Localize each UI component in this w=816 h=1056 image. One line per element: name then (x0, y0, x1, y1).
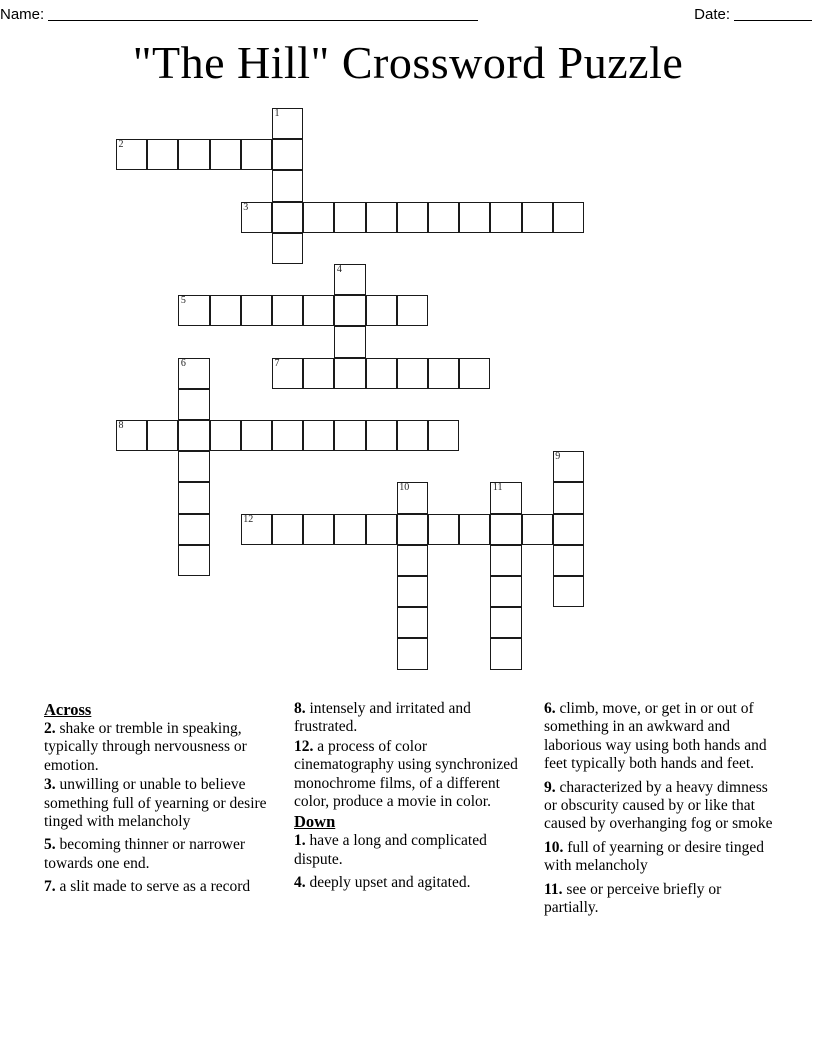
clue-text: shake or tremble in speaking, typically through nervousness or emotion. (44, 720, 247, 774)
grid-cell-number: 4 (336, 264, 342, 275)
clue-text: unwilling or unable to believe something full of yearning or desire tinged with melancholy (44, 776, 267, 831)
grid-cell[interactable] (397, 482, 428, 513)
grid-cell[interactable] (241, 202, 272, 233)
grid-cell[interactable] (334, 202, 365, 233)
clue-number: 9. (544, 778, 556, 796)
grid-cell[interactable] (334, 295, 365, 326)
grid-cell[interactable] (272, 202, 303, 233)
grid-cell[interactable] (178, 545, 209, 576)
clue-down-1 (294, 832, 530, 869)
grid-cell[interactable] (272, 514, 303, 545)
grid-cell[interactable] (241, 295, 272, 326)
clue-across-2 (44, 720, 280, 775)
grid-cell[interactable] (553, 451, 584, 482)
clue-number: 6. (544, 700, 556, 717)
grid-cell-number: 12 (243, 513, 254, 525)
clue-text: intensely and irritated and frustrated. (294, 700, 471, 736)
clue-number: 11. (544, 880, 563, 898)
name-label: Name: (0, 5, 45, 23)
grid-cell[interactable] (210, 420, 241, 451)
grid-cell-number: 9 (555, 451, 561, 463)
clue-text: a slit made to serve as a record (55, 878, 251, 896)
grid-cell[interactable] (303, 202, 334, 233)
grid-cell[interactable] (303, 295, 334, 326)
grid-cell[interactable] (116, 420, 147, 451)
clue-down-10 (544, 839, 776, 876)
grid-cell[interactable] (210, 139, 241, 170)
grid-cell-number: 10 (399, 482, 410, 494)
grid-cell[interactable] (272, 295, 303, 326)
grid-cell[interactable] (490, 545, 521, 576)
grid-cell[interactable] (397, 202, 428, 233)
grid-cell[interactable] (366, 514, 397, 545)
grid-cell[interactable] (366, 202, 397, 233)
grid-cell[interactable] (397, 607, 428, 638)
clue-text: climb, move, or get in or out of something in an awkward and laborious way using both hands and feet typically both hands and feet. (544, 700, 767, 773)
grid-cell[interactable] (397, 420, 428, 451)
clue-number: 10. (544, 838, 564, 856)
grid-cell[interactable] (397, 576, 428, 607)
grid-cell-number: 5 (180, 295, 186, 307)
clue-text: characterized by a heavy dimness or obscurity caused by or like that caused by overhanging fog or smoke (544, 778, 773, 833)
clue-across-7 (44, 878, 280, 896)
clues-column-1 (44, 700, 280, 898)
grid-cell[interactable] (459, 202, 490, 233)
clue-text: full of yearning or desire tinged with melancholy (544, 838, 764, 875)
grid-cell-number: 11 (492, 482, 503, 494)
grid-cell[interactable] (178, 139, 209, 170)
clue-number: 4. (294, 874, 306, 892)
grid-cell-number: 3 (243, 201, 249, 213)
grid-cell[interactable] (459, 514, 490, 545)
grid-cell[interactable] (334, 326, 365, 357)
grid-cell[interactable] (490, 607, 521, 638)
grid-cell[interactable] (553, 576, 584, 607)
grid-cell[interactable] (428, 514, 459, 545)
grid-cell[interactable] (553, 482, 584, 513)
clue-down-11 (544, 881, 776, 918)
clue-number: 2. (44, 720, 56, 737)
grid-cell[interactable] (459, 358, 490, 389)
grid-cell[interactable] (397, 514, 428, 545)
grid-cell[interactable] (147, 139, 178, 170)
grid-cell-number: 8 (118, 420, 124, 431)
clue-down-9 (544, 779, 776, 834)
grid-cell[interactable] (272, 108, 303, 139)
clue-text: a process of color cinematography using synchronized monochrome films, of a different color, produce a movie in color. (294, 737, 518, 811)
grid-cell-number: 2 (118, 139, 124, 151)
clue-text: see or perceive briefly or partially. (544, 880, 722, 917)
clue-across-5 (44, 836, 280, 873)
grid-cell[interactable] (334, 420, 365, 451)
grid-cell[interactable] (522, 202, 553, 233)
clue-number: 5. (44, 836, 56, 854)
grid-cell[interactable] (272, 170, 303, 201)
clues-column-2 (294, 700, 530, 894)
grid-cell[interactable] (334, 514, 365, 545)
clue-text: have a long and complicated dispute. (294, 832, 487, 868)
grid-cell[interactable] (178, 358, 209, 389)
grid-cell[interactable] (272, 358, 303, 389)
grid-cell[interactable] (397, 638, 428, 669)
clue-number: 3. (44, 776, 56, 794)
grid-cell[interactable] (428, 202, 459, 233)
clue-across-12 (294, 738, 530, 812)
name-input-rule[interactable] (48, 7, 478, 21)
grid-cell[interactable] (397, 295, 428, 326)
clue-across-8 (294, 700, 530, 737)
grid-cell[interactable] (490, 638, 521, 669)
grid-cell[interactable] (428, 420, 459, 451)
grid-cell[interactable] (178, 420, 209, 451)
grid-cell-number: 7 (274, 357, 280, 369)
grid-cell[interactable] (178, 482, 209, 513)
grid-cell[interactable] (490, 482, 521, 513)
date-label: Date: (694, 5, 730, 23)
grid-cell-number: 6 (180, 357, 186, 369)
grid-cell[interactable] (366, 295, 397, 326)
down-heading: Down (294, 812, 336, 832)
grid-cell[interactable] (553, 514, 584, 545)
clue-number: 1. (294, 832, 306, 850)
across-heading: Across (44, 700, 92, 719)
grid-cell[interactable] (241, 420, 272, 451)
clue-text: becoming thinner or narrower towards one end. (44, 836, 246, 872)
grid-cell-number: 1 (274, 108, 280, 119)
grid-cell[interactable] (303, 420, 334, 451)
grid-cell[interactable] (397, 358, 428, 389)
grid-cell[interactable] (241, 139, 272, 170)
clue-down-6 (544, 700, 776, 774)
grid-cell[interactable] (490, 202, 521, 233)
name-date-row (0, 0, 816, 28)
grid-cell[interactable] (178, 451, 209, 482)
clue-text: deeply upset and agitated. (305, 874, 471, 892)
grid-cell[interactable] (553, 545, 584, 576)
grid-cell[interactable] (241, 514, 272, 545)
grid-cell[interactable] (428, 358, 459, 389)
grid-cell[interactable] (303, 514, 334, 545)
clues-column-3 (544, 700, 776, 918)
grid-cell[interactable] (272, 420, 303, 451)
clue-number: 8. (294, 700, 306, 717)
grid-cell[interactable] (210, 295, 241, 326)
grid-cell[interactable] (490, 576, 521, 607)
date-input-rule[interactable] (734, 7, 812, 21)
grid-cell[interactable] (334, 358, 365, 389)
grid-cell[interactable] (303, 358, 334, 389)
grid-cell[interactable] (147, 420, 178, 451)
grid-cell[interactable] (116, 139, 147, 170)
page-title: "The Hill" Crossword Puzzle (132, 37, 684, 88)
clue-number: 12. (294, 737, 314, 755)
clue-number: 7. (44, 878, 56, 896)
grid-cell[interactable] (272, 139, 303, 170)
grid-cell[interactable] (366, 420, 397, 451)
grid-cell[interactable] (272, 233, 303, 264)
grid-cell[interactable] (334, 264, 365, 295)
clue-down-4 (294, 874, 530, 892)
grid-cell[interactable] (366, 358, 397, 389)
grid-cell[interactable] (178, 514, 209, 545)
clues-section (44, 700, 784, 918)
grid-cell[interactable] (490, 514, 521, 545)
grid-cell[interactable] (522, 514, 553, 545)
grid-cell[interactable] (178, 389, 209, 420)
grid-cell[interactable] (553, 202, 584, 233)
clue-across-3 (44, 776, 280, 831)
grid-cell[interactable] (178, 295, 209, 326)
grid-cell[interactable] (397, 545, 428, 576)
